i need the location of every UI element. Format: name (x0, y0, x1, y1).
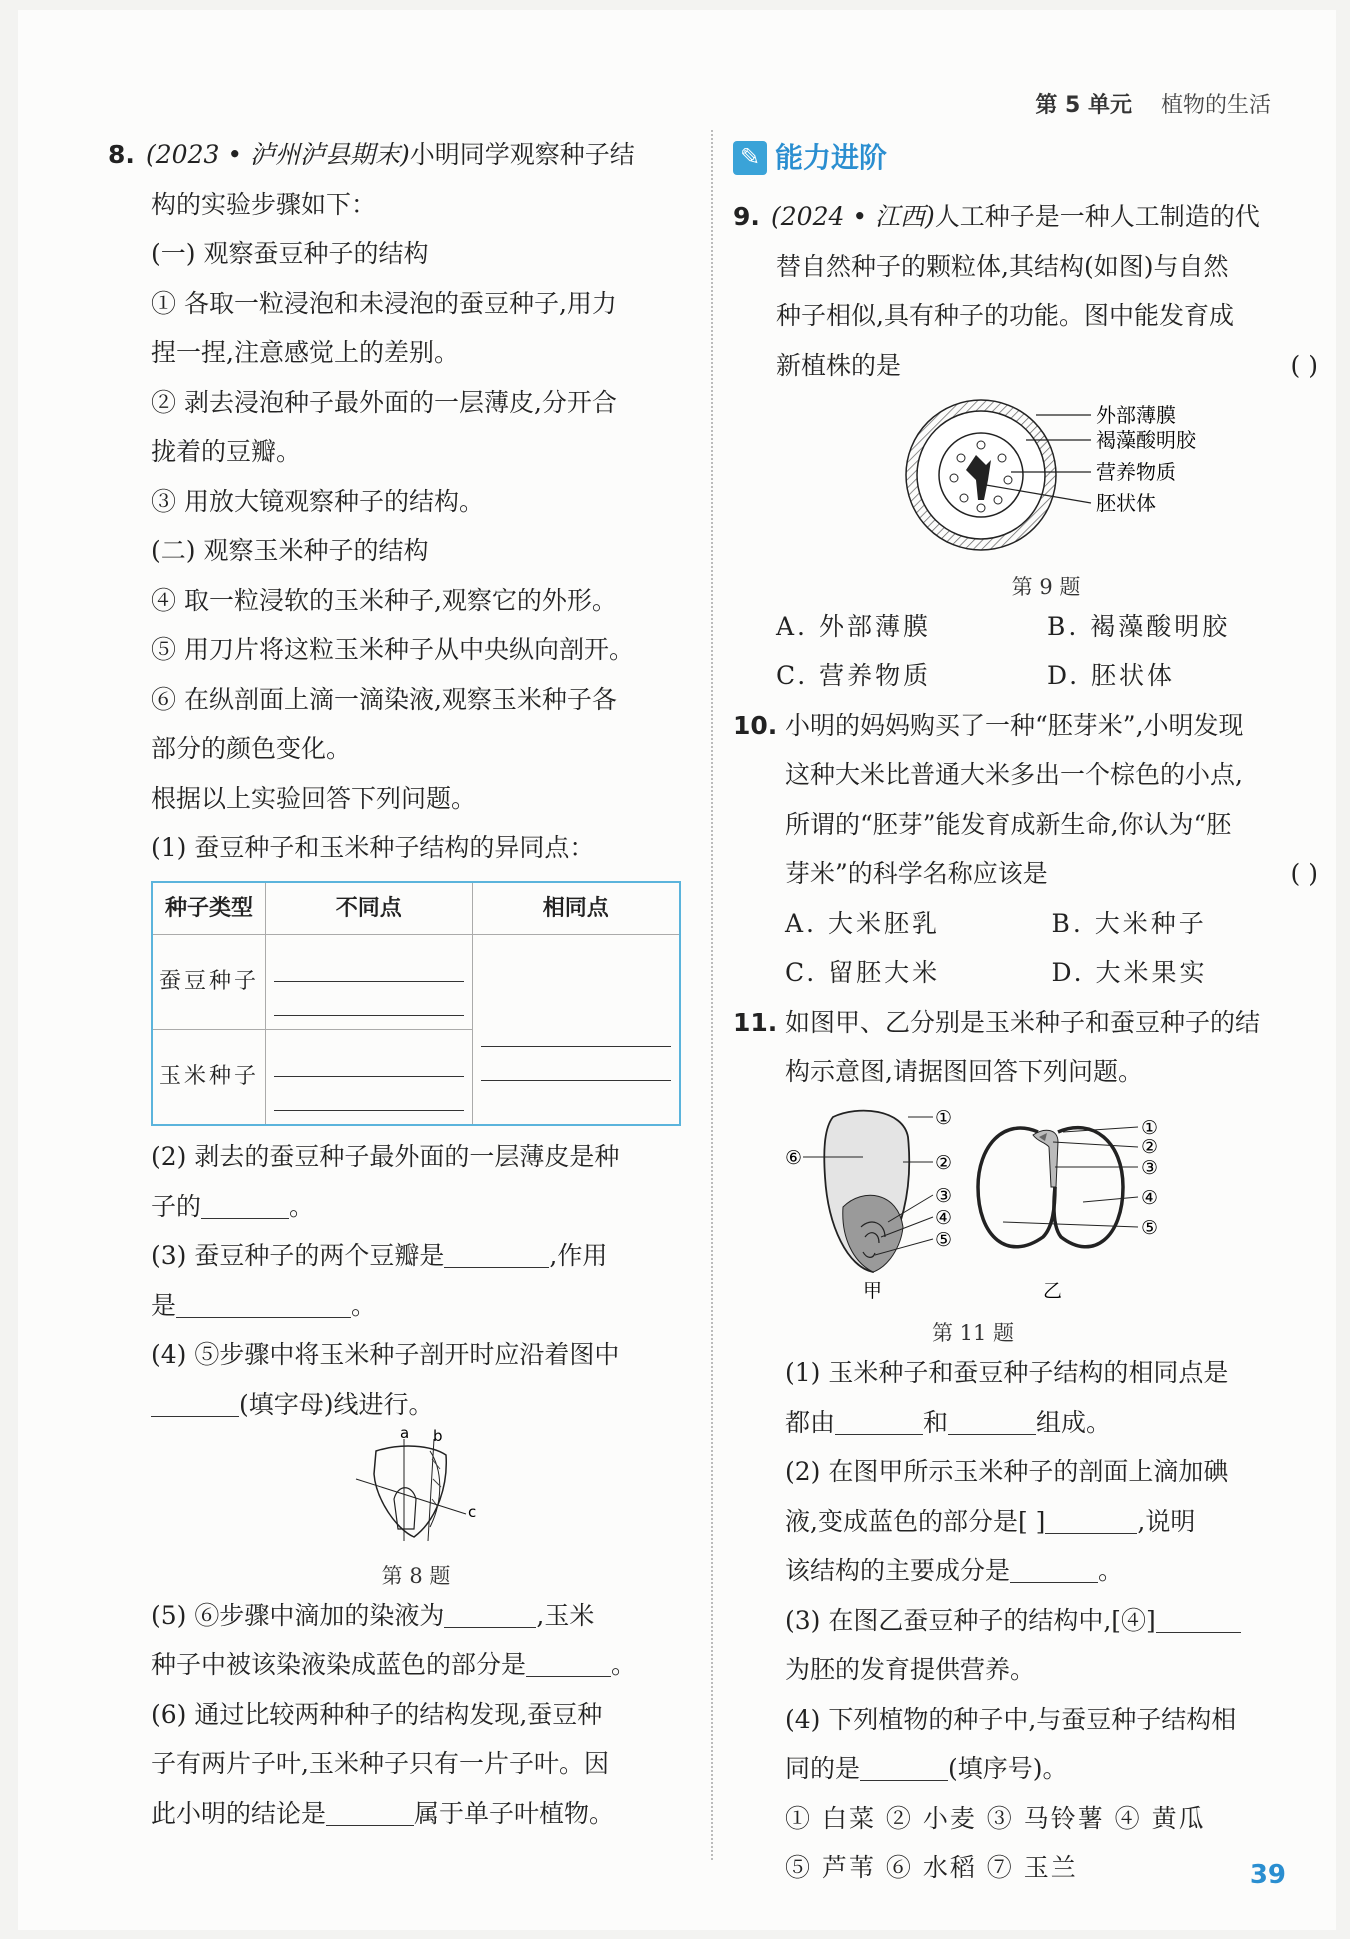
topic-label: 植物的生活 (1160, 93, 1271, 118)
label-nutrients: 营养物质 (1096, 460, 1176, 484)
subquestion-text: (填序号)。 (948, 1754, 1068, 1783)
table-header: 不同点 (266, 882, 473, 935)
subquestion-text: 。 (1098, 1556, 1124, 1585)
options-list (733, 602, 1318, 701)
part-heading: (二) 观察玉米种子的结构 (151, 536, 429, 565)
jia-label-4: ④ (935, 1206, 953, 1229)
column-divider (711, 130, 713, 1860)
workbook-page (18, 10, 1336, 1930)
step-text: 部分的颜色变化。 (151, 734, 352, 763)
answer-blank[interactable] (1045, 1507, 1137, 1534)
row-label: 玉米种子 (152, 1030, 266, 1126)
subquestion-text: 和 (923, 1407, 949, 1437)
option-a[interactable]: A. 大米胚乳 (785, 908, 940, 938)
table-header: 相同点 (472, 882, 680, 935)
corn-seed-figure (346, 1429, 486, 1544)
answer-bracket[interactable]: ( ) (1290, 350, 1318, 380)
subquestion-6: (6) 通过比较两种种子的结构发现,蚕豆种 (151, 1699, 603, 1729)
label-alginate-gel: 褐藻酸明胶 (1096, 428, 1196, 452)
figure-yi-name: 乙 (1043, 1279, 1063, 1302)
question-text: 所谓的“胚芽”能发育成新生命,你认为“胚 (785, 809, 1232, 839)
right-column (733, 130, 1318, 1893)
figure-caption: 第 11 题 (931, 1321, 1015, 1345)
step-text: ⑤ 用刀片将这粒玉米种子从中央纵向剖开。 (151, 635, 634, 664)
instruction-text: 根据以上实验回答下列问题。 (151, 783, 477, 813)
section-title: 能力进阶 (775, 141, 888, 175)
question-8 (108, 130, 688, 1838)
subquestion-3: (3) 蚕豆种子的两个豆瓣是 (151, 1241, 445, 1270)
step-text: 拢着的豆瓣。 (151, 437, 302, 466)
answer-blank[interactable] (860, 1754, 948, 1781)
figure-11 (733, 1097, 1323, 1349)
step-text: ② 剥去浸泡种子最外面的一层薄皮,分开合 (151, 387, 617, 417)
question-11 (733, 998, 1318, 1893)
question-10 (733, 701, 1318, 998)
table-header: 种子类型 (152, 882, 266, 935)
answer-blank[interactable] (1010, 1556, 1098, 1583)
step-text: ⑥ 在纵剖面上滴一滴染液,观察玉米种子各 (151, 684, 617, 714)
question-number: 9. (733, 202, 760, 231)
question-text: 替自然种子的颗粒体,其结构(如图)与自然 (776, 251, 1229, 281)
part-heading: (一) 观察蚕豆种子的结构 (151, 239, 429, 268)
option-d[interactable]: D. 胚状体 (1047, 661, 1176, 690)
option-c[interactable]: C. 留胚大米 (785, 958, 941, 987)
line-label-a: a (400, 1429, 410, 1442)
subquestion-text: 子有两片子叶,玉米种子只有一片子叶。因 (151, 1749, 609, 1778)
subquestion-4: (4) ⑤步骤中将玉米种子剖开时应沿着图中 (151, 1340, 620, 1369)
step-text: ④ 取一粒浸软的玉米种子,观察它的外形。 (151, 585, 617, 615)
jia-label-2: ② (935, 1151, 953, 1174)
figure-jia-name: 甲 (863, 1279, 883, 1302)
answer-blank[interactable] (151, 1390, 239, 1417)
question-text: 种子相似,具有种子的功能。图中能发育成 (776, 301, 1234, 330)
page-number: 39 (1249, 1860, 1286, 1890)
answer-blank[interactable] (176, 1291, 351, 1318)
question-text: 构示意图,请据图回答下列问题。 (785, 1057, 1143, 1086)
subquestion-text: 同的是 (785, 1754, 861, 1783)
answer-blank[interactable] (526, 1650, 611, 1677)
subquestion-text: 种子中被该染液染成蓝色的部分是 (151, 1650, 527, 1679)
artificial-seed-figure (886, 390, 1206, 555)
answer-blank[interactable] (326, 1799, 414, 1826)
jia-label-1: ① (935, 1106, 953, 1129)
jia-label-3: ③ (935, 1184, 953, 1207)
answer-blank[interactable] (835, 1408, 923, 1435)
yi-label-4: ④ (1141, 1186, 1159, 1209)
figure-9 (733, 390, 1316, 602)
step-text: ③ 用放大镜观察种子的结构。 (151, 486, 484, 516)
question-text: 芽米”的科学名称应该是 (785, 859, 1048, 888)
subquestion-text: 为胚的发育提供营养。 (785, 1655, 1036, 1684)
row-label: 蚕豆种子 (152, 935, 266, 1030)
option-a[interactable]: A. 外部薄膜 (776, 611, 931, 641)
line-label-c: c (468, 1503, 477, 1521)
question-text: 小明同学观察种子结 (409, 140, 635, 169)
subquestion-text: 子的 (151, 1191, 202, 1221)
figure-caption: 第 9 题 (1011, 574, 1081, 599)
yi-label-5: ⑤ (1141, 1216, 1159, 1239)
subquestion-text: 。 (351, 1290, 377, 1320)
subquestion-text: 属于单子叶植物。 (414, 1798, 615, 1828)
step-text: 捏一捏,注意感觉上的差别。 (151, 338, 459, 367)
subquestion-text: 都由 (785, 1407, 836, 1437)
subquestion-3: (3) 在图乙蚕豆种子的结构中,[④] (785, 1605, 1156, 1635)
option-d[interactable]: D. 大米果实 (1051, 958, 1208, 987)
answer-blank[interactable] (201, 1192, 289, 1219)
unit-label: 第 5 单元 (1035, 93, 1132, 118)
yi-label-1: ① (1141, 1116, 1159, 1139)
option-b[interactable]: B. 大米种子 (1051, 908, 1207, 938)
subquestion-text: 是 (151, 1290, 177, 1320)
figure-8 (151, 1429, 681, 1591)
question-text: 新植株的是 (776, 350, 902, 380)
label-embryoid: 胚状体 (1096, 491, 1156, 515)
yi-label-3: ③ (1141, 1156, 1159, 1179)
answer-blank[interactable] (1156, 1606, 1241, 1633)
question-9 (733, 192, 1318, 701)
subquestion-text: 。 (289, 1191, 315, 1221)
subquestion-text: 此小明的结论是 (151, 1798, 327, 1828)
comparison-table (151, 881, 681, 1127)
question-text: 小明的妈妈购买了一种“胚芽米”,小明发现 (785, 710, 1244, 740)
answer-cell[interactable] (266, 1030, 473, 1126)
question-source: (2023 • 泸州泸县期末) (146, 140, 410, 169)
plant-options: ① 白菜 ② 小麦 ③ 马铃薯 ④ 黄瓜 (785, 1803, 1206, 1833)
subquestion-text: ,玉米 (536, 1600, 595, 1630)
plant-options: ⑤ 芦苇 ⑥ 水稻 ⑦ 玉兰 (785, 1853, 1078, 1882)
page-header (1035, 88, 1271, 119)
answer-cell[interactable] (472, 935, 680, 1126)
subquestion-1: (1) 玉米种子和蚕豆种子结构的相同点是 (785, 1358, 1229, 1387)
answer-blank[interactable] (444, 1241, 549, 1268)
subquestion-4: (4) 下列植物的种子中,与蚕豆种子结构相 (785, 1704, 1237, 1734)
subquestion-text: 液,变成蓝色的部分是[ ] (785, 1506, 1046, 1536)
question-number: 8. (108, 140, 135, 169)
jia-label-5: ⑤ (935, 1228, 953, 1251)
question-number: 11. (733, 1007, 778, 1037)
question-text: 这种大米比普通大米多出一个棕色的小点, (785, 760, 1243, 789)
question-text: 构的实验步骤如下： (151, 189, 377, 219)
answer-cell[interactable] (266, 935, 473, 1030)
ability-section-heading (733, 130, 1318, 186)
question-text: 人工种子是一种人工制造的代 (934, 202, 1260, 231)
subquestion-text: (填字母)线进行。 (239, 1389, 434, 1419)
subquestion-2: (2) 剥去的蚕豆种子最外面的一层薄皮是种 (151, 1142, 620, 1171)
label-outer-membrane: 外部薄膜 (1096, 403, 1176, 427)
figure-caption: 第 8 题 (381, 1563, 451, 1588)
question-number: 10. (733, 710, 778, 740)
subquestion-1: (1) 蚕豆种子和玉米种子结构的异同点： (151, 833, 595, 862)
option-c[interactable]: C. 营养物质 (776, 661, 932, 690)
question-text: 如图甲、乙分别是玉米种子和蚕豆种子的结 (785, 1007, 1261, 1037)
subquestion-text: 。 (611, 1650, 637, 1679)
jia-label-6: ⑥ (785, 1146, 803, 1169)
corn-and-bean-seed-figure (763, 1097, 1183, 1302)
subquestion-text: 组成。 (1036, 1407, 1112, 1437)
answer-blank[interactable] (948, 1408, 1036, 1435)
options-list (733, 899, 1318, 998)
line-label-b: b (433, 1429, 443, 1445)
yi-label-2: ② (1141, 1135, 1159, 1158)
subquestion-text: ,作用 (549, 1241, 608, 1270)
step-text: ① 各取一粒浸泡和未浸泡的蚕豆种子,用力 (151, 288, 617, 318)
subquestion-5: (5) ⑥步骤中滴加的染液为 (151, 1600, 445, 1630)
subquestion-text: ,说明 (1137, 1506, 1196, 1536)
pencil-icon: ✎ (733, 141, 767, 175)
question-source: (2024 • 江西) (771, 202, 935, 231)
answer-blank[interactable] (444, 1601, 536, 1628)
subquestion-text: 该结构的主要成分是 (785, 1556, 1011, 1585)
subquestion-2: (2) 在图甲所示玉米种子的剖面上滴加碘 (785, 1457, 1229, 1486)
answer-bracket[interactable]: ( ) (1290, 859, 1318, 888)
option-b[interactable]: B. 褐藻酸明胶 (1047, 611, 1231, 641)
